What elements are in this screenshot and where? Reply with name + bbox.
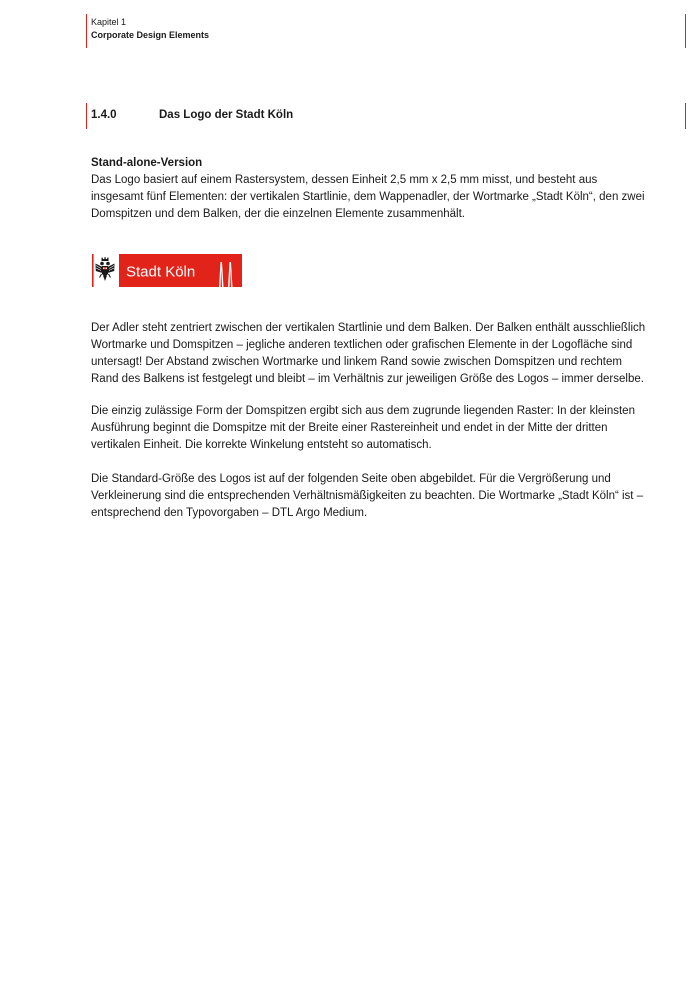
section-number: 1.4.0 — [91, 109, 117, 121]
logo-wordmark: Stadt Köln — [126, 263, 196, 281]
paragraph-2: Die einzig zulässige Form der Domspitzen ergibt sich aus dem zugrunde liegenden Raster: In der kleinsten Ausführung beginnt die Domspitze mit der Breite einer Rastereinheit und endet in der Mitte der dritten vertikalen Einheit. Die korrekte Winkelung entsteht so automatisch. — [91, 405, 635, 451]
margin-rule-section — [86, 103, 87, 129]
eagle-icon — [96, 257, 115, 281]
standalone-text: Das Logo basiert auf einem Rastersystem, dessen Einheit 2,5 mm x 2,5 mm misst, und besteht aus insgesamt fünf Elementen: der vertikalen Startlinie, dem Wappenadler, der Wortmarke „Stadt Köln“, den zwei Domspitzen und dem Balken, der die einzelnen Elemente zusammenhält. — [91, 174, 645, 220]
chapter-label: Kapitel 1 — [91, 17, 127, 27]
standalone-block — [91, 155, 651, 223]
startline — [92, 254, 94, 287]
edge-rule-top — [685, 14, 686, 48]
running-header — [91, 16, 209, 42]
stadt-koeln-logo — [92, 254, 242, 287]
subheading: Stand-alone-Version — [91, 157, 203, 169]
paragraph-3: Die Standard-Größe des Logos ist auf der folgenden Seite oben abgebildet. Für die Vergrößerung und Verkleinerung sind die entsprechenden Verhältnismäßigkeiten zu beachten. Die Wortmarke „Stadt Köln“ ist – entsprechend den Typovorgaben – DTL Argo Medium. — [91, 473, 644, 519]
chapter-title: Corporate Design Elements — [91, 30, 210, 40]
paragraph-1: Der Adler steht zentriert zwischen der vertikalen Startlinie und dem Balken. Der Balken enthält ausschließlich Wortmarke und Domspitzen – jegliche anderen textlichen oder grafischen Elemente in der Logofläche sind untersagt! Der Abstand zwischen Wortmarke und linkem Rand sowie zwischen Domspitzen und rechtem Rand des Balkens ist festgelegt und bleibt – im Verhältnis zur jeweiligen Größe des Logos – immer derselbe. — [91, 322, 646, 385]
section-title: Das Logo der Stadt Köln — [159, 109, 294, 121]
margin-rule-header — [86, 14, 87, 48]
edge-rule-section — [685, 103, 686, 129]
